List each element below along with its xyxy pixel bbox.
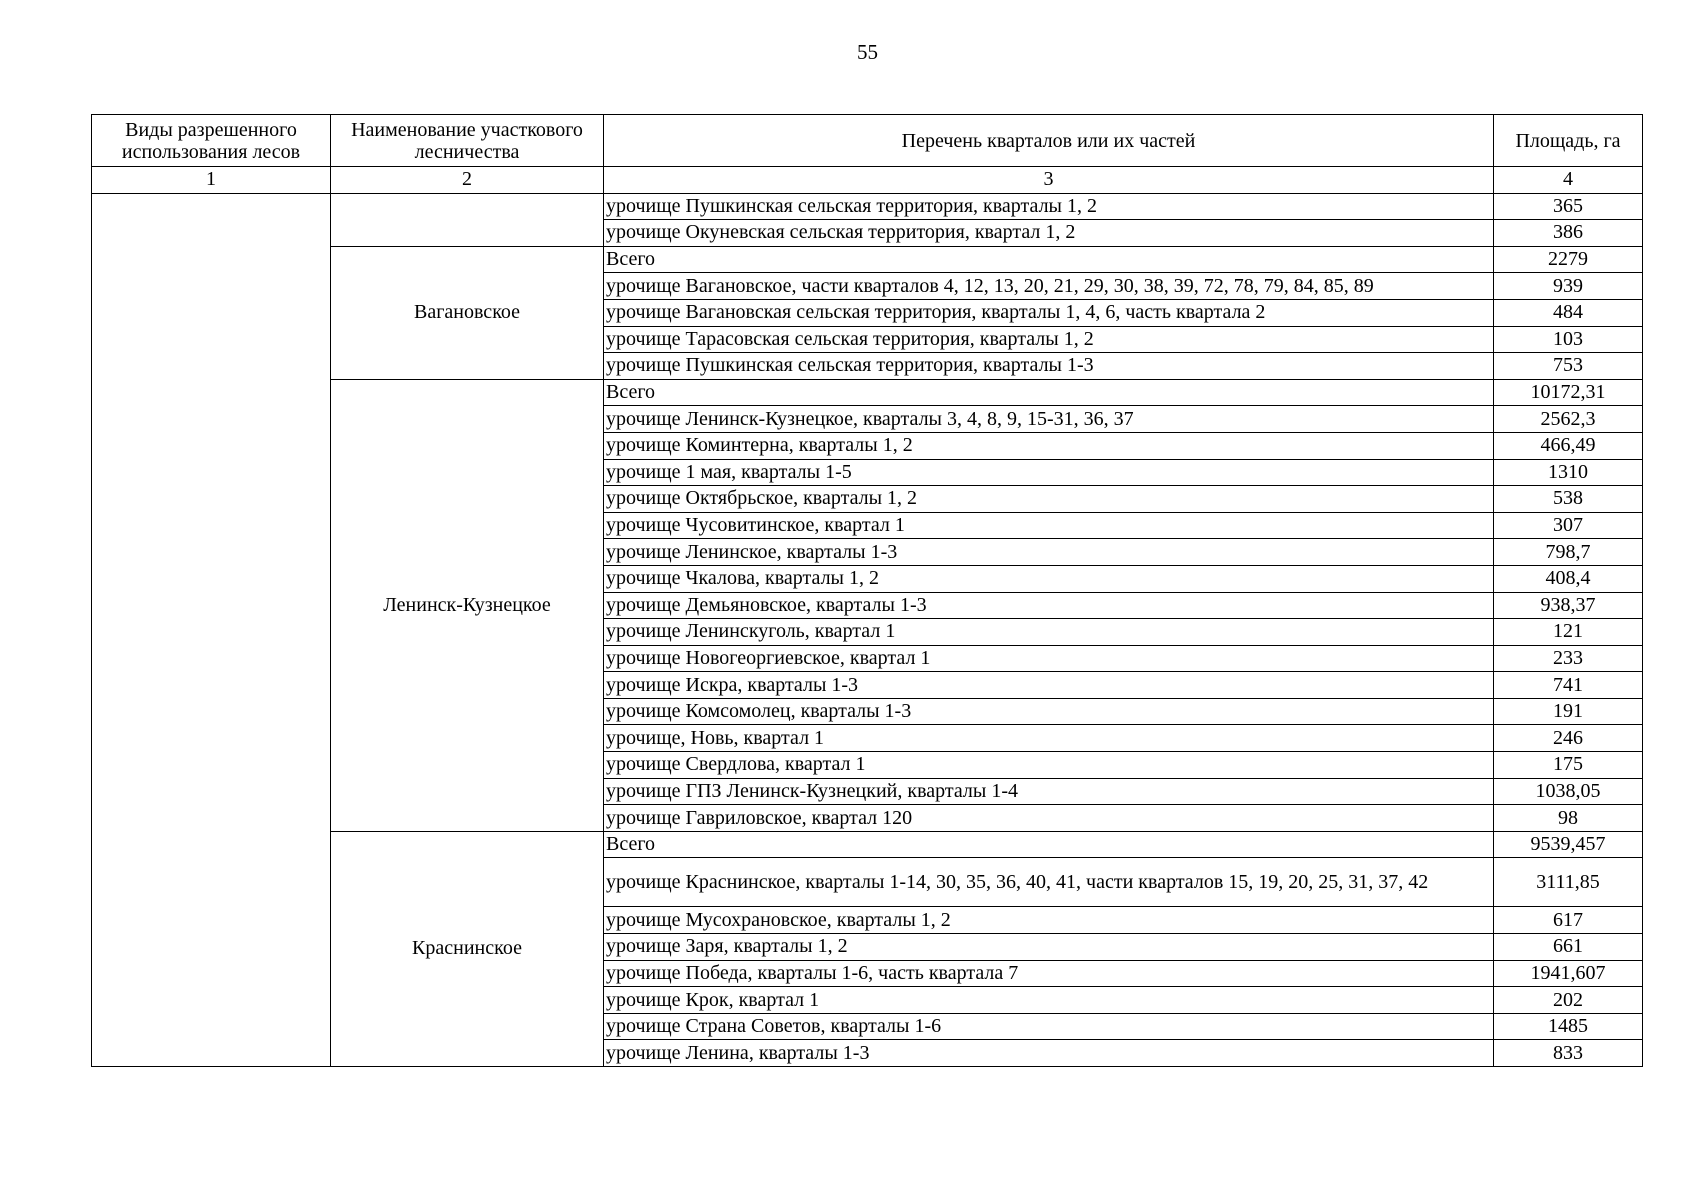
area-cell: 408,4 <box>1494 565 1643 592</box>
forestry-name-cell: Краснинское <box>331 831 604 1066</box>
area-cell: 98 <box>1494 805 1643 832</box>
area-cell: 741 <box>1494 672 1643 699</box>
area-cell: 1485 <box>1494 1013 1643 1040</box>
area-cell: 9539,457 <box>1494 831 1643 858</box>
quarters-cell: урочище Ленинск-Кузнецкое, кварталы 3, 4, 8, 9, 15-31, 36, 37 <box>604 406 1494 433</box>
area-cell: 538 <box>1494 486 1643 513</box>
quarters-cell: урочище Тарасовская сельская территория, кварталы 1, 2 <box>604 326 1494 353</box>
area-cell: 484 <box>1494 299 1643 326</box>
area-cell: 661 <box>1494 934 1643 961</box>
area-cell: 617 <box>1494 907 1643 934</box>
quarters-cell: урочище Коминтерна, кварталы 1, 2 <box>604 432 1494 459</box>
quarters-cell: урочище, Новь, квартал 1 <box>604 725 1494 752</box>
use-type-cell <box>92 193 331 1066</box>
quarters-cell: урочище Ленинское, кварталы 1-3 <box>604 539 1494 566</box>
page-number: 55 <box>857 40 878 64</box>
quarters-cell: урочище Демьяновское, кварталы 1-3 <box>604 592 1494 619</box>
quarters-cell: Всего <box>604 246 1494 273</box>
area-cell: 233 <box>1494 645 1643 672</box>
area-cell: 386 <box>1494 220 1643 247</box>
quarters-cell: урочище Искра, кварталы 1-3 <box>604 672 1494 699</box>
area-cell: 10172,31 <box>1494 379 1643 406</box>
quarters-cell: урочище Пушкинская сельская территория, кварталы 1-3 <box>604 353 1494 380</box>
area-cell: 121 <box>1494 619 1643 646</box>
header-quarters: Перечень кварталов или их частей <box>604 115 1494 167</box>
quarters-cell: урочище Вагановское, части кварталов 4, 12, 13, 20, 21, 29, 30, 38, 39, 72, 78, 79, 84, 85, 89 <box>604 273 1494 300</box>
quarters-cell: урочище Победа, кварталы 1-6, часть квартала 7 <box>604 960 1494 987</box>
area-cell: 307 <box>1494 512 1643 539</box>
quarters-cell: урочище Гавриловское, квартал 120 <box>604 805 1494 832</box>
table-body <box>92 193 1643 1066</box>
column-number: 4 <box>1494 167 1643 194</box>
quarters-cell: урочище Чусовитинское, квартал 1 <box>604 512 1494 539</box>
quarters-cell: урочище Ленинскуголь, квартал 1 <box>604 619 1494 646</box>
quarters-cell: урочище Мусохрановское, кварталы 1, 2 <box>604 907 1494 934</box>
area-cell: 798,7 <box>1494 539 1643 566</box>
quarters-cell: урочище Ленина, кварталы 1-3 <box>604 1040 1494 1067</box>
quarters-cell: урочище ГПЗ Ленинск-Кузнецкий, кварталы 1-4 <box>604 778 1494 805</box>
quarters-cell: урочище Пушкинская сельская территория, кварталы 1, 2 <box>604 193 1494 220</box>
quarters-cell: урочище 1 мая, кварталы 1-5 <box>604 459 1494 486</box>
area-cell: 175 <box>1494 752 1643 779</box>
area-cell: 833 <box>1494 1040 1643 1067</box>
forestry-name-cell: Вагановское <box>331 246 604 379</box>
column-number: 2 <box>331 167 604 194</box>
table-header-row <box>92 115 1643 167</box>
area-cell: 365 <box>1494 193 1643 220</box>
quarters-cell: урочище Комсомолец, кварталы 1-3 <box>604 698 1494 725</box>
quarters-cell: урочище Чкалова, кварталы 1, 2 <box>604 565 1494 592</box>
quarters-cell: Всего <box>604 379 1494 406</box>
quarters-cell: урочище Окуневская сельская территория, квартал 1, 2 <box>604 220 1494 247</box>
quarters-cell: Всего <box>604 831 1494 858</box>
area-cell: 246 <box>1494 725 1643 752</box>
quarters-cell: урочище Свердлова, квартал 1 <box>604 752 1494 779</box>
quarters-cell: урочище Крок, квартал 1 <box>604 987 1494 1014</box>
column-number-row <box>92 167 1643 194</box>
quarters-cell: урочище Вагановская сельская территория, кварталы 1, 4, 6, часть квартала 2 <box>604 299 1494 326</box>
table-row <box>92 193 1643 220</box>
area-cell: 191 <box>1494 698 1643 725</box>
area-cell: 466,49 <box>1494 432 1643 459</box>
area-cell: 103 <box>1494 326 1643 353</box>
area-cell: 939 <box>1494 273 1643 300</box>
quarters-cell: урочище Заря, кварталы 1, 2 <box>604 934 1494 961</box>
header-forestry: Наименование участкового лесничества <box>331 115 604 167</box>
area-cell: 1038,05 <box>1494 778 1643 805</box>
forestry-name-cell <box>331 193 604 246</box>
area-cell: 3111,85 <box>1494 858 1643 907</box>
column-number: 1 <box>92 167 331 194</box>
area-cell: 2279 <box>1494 246 1643 273</box>
area-cell: 1310 <box>1494 459 1643 486</box>
forestry-name-cell: Ленинск-Кузнецкое <box>331 379 604 831</box>
area-cell: 2562,3 <box>1494 406 1643 433</box>
area-cell: 753 <box>1494 353 1643 380</box>
quarters-cell: урочище Краснинское, кварталы 1-14, 30, 35, 36, 40, 41, части кварталов 15, 19, 20, 25, 31, 37, 42 <box>604 858 1494 907</box>
area-cell: 202 <box>1494 987 1643 1014</box>
quarters-cell: урочище Новогеоргиевское, квартал 1 <box>604 645 1494 672</box>
header-use-type: Виды разрешенного использования лесов <box>92 115 331 167</box>
column-number: 3 <box>604 167 1494 194</box>
quarters-table <box>91 114 1643 1067</box>
quarters-cell: урочище Страна Советов, кварталы 1-6 <box>604 1013 1494 1040</box>
header-area: Площадь, га <box>1494 115 1643 167</box>
area-cell: 1941,607 <box>1494 960 1643 987</box>
quarters-cell: урочище Октябрьское, кварталы 1, 2 <box>604 486 1494 513</box>
area-cell: 938,37 <box>1494 592 1643 619</box>
